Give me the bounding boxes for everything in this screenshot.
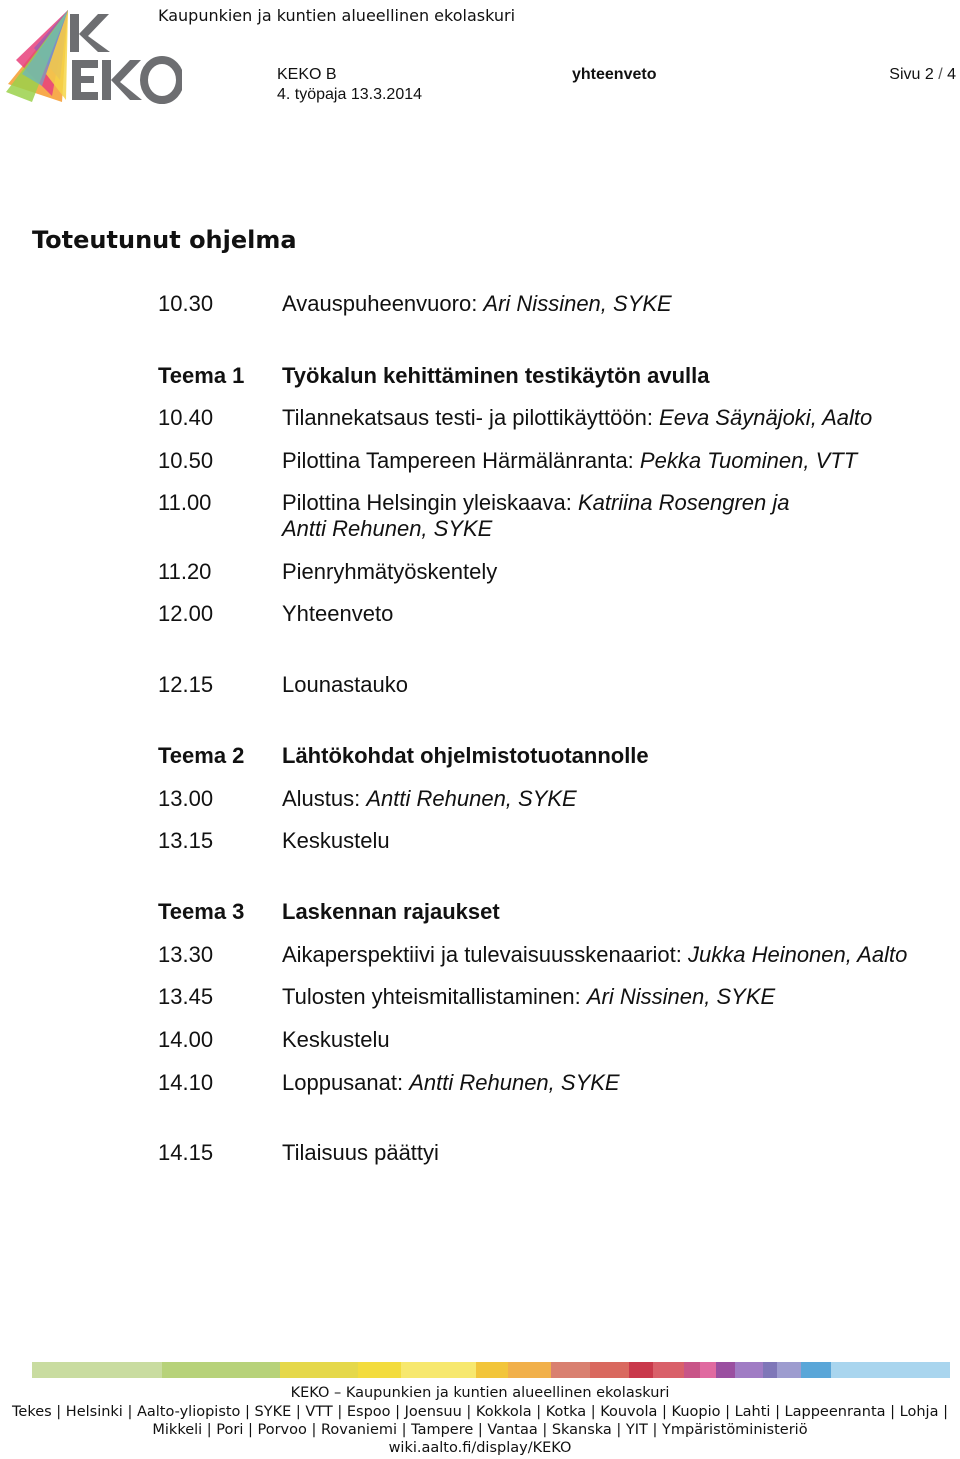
page-total: 4	[947, 66, 956, 83]
program-time: 13.00	[158, 786, 214, 811]
page-label: Sivu 2	[889, 66, 934, 83]
color-bar-segment	[629, 1362, 653, 1378]
footer-wiki-link[interactable]: wiki.aalto.fi/display/KEKO	[388, 1440, 572, 1456]
color-bar-segment	[590, 1362, 629, 1378]
program-time: 11.00	[158, 490, 212, 515]
program-time: 14.10	[158, 1070, 214, 1095]
color-bar-segment	[508, 1362, 551, 1378]
footer-partners-line-2: Mikkeli | Pori | Porvoo | Rovaniemi | Tampere | Vantaa | Skanska | YIT | Ympäristöministeriö	[152, 1422, 808, 1438]
color-bar-segment	[801, 1362, 831, 1378]
theme-label: Teema 1	[158, 363, 245, 388]
color-bar-segment	[653, 1362, 684, 1378]
page-title: Toteutunut ohjelma	[32, 226, 297, 254]
page-separator: /	[938, 66, 943, 83]
program-time: 13.45	[158, 984, 214, 1009]
logo-letters	[70, 14, 180, 100]
footer-project-name: KEKO – Kaupunkien ja kuntien alueellinen ekolaskuri	[290, 1385, 670, 1401]
footer-color-bar	[32, 1362, 950, 1378]
program-item: Pilottina Helsingin yleiskaava: Katriina Rosengren ja Antti Rehunen, SYKE	[282, 490, 790, 541]
theme-title: Laskennan rajaukset	[282, 899, 500, 924]
program-time: 11.20	[158, 559, 212, 584]
color-bar-segment	[358, 1362, 401, 1378]
footer-partners-line-1: Tekes | Helsinki | Aalto-yliopisto | SYKE | VTT | Espoo | Joensuu | Kokkola | Kotka | Kouvola | Kuopio | Lahti | Lappeenranta | Lohja |	[12, 1404, 948, 1420]
program-item: Lounastauko	[282, 672, 408, 697]
color-bar-segment	[735, 1362, 763, 1378]
program-item: Avauspuheenvuoro: Ari Nissinen, SYKE	[282, 291, 672, 316]
program-item: Alustus: Antti Rehunen, SYKE	[282, 786, 577, 811]
theme-title: Työkalun kehittäminen testikäytön avulla	[282, 363, 710, 388]
program-item: Tilannekatsaus testi- ja pilottikäyttöön: Eeva Säynäjoki, Aalto	[282, 405, 873, 430]
page-number	[889, 66, 956, 84]
color-bar-segment	[716, 1362, 736, 1378]
theme-label: Teema 3	[158, 899, 245, 924]
logo-mark-icon	[6, 10, 68, 102]
color-bar-segment	[831, 1362, 950, 1378]
program-time: 13.30	[158, 942, 214, 967]
theme-title: Lähtökohdat ohjelmistotuotannolle	[282, 743, 649, 768]
project-name: KEKO B	[277, 66, 337, 83]
program-time: 14.15	[158, 1140, 214, 1165]
color-bar-segment	[777, 1362, 801, 1378]
program-item: Pienryhmätyöskentely	[282, 559, 498, 584]
program-item: Tilaisuus päättyi	[282, 1140, 439, 1165]
program-item: Keskustelu	[282, 1027, 390, 1052]
program-time: 10.50	[158, 448, 214, 473]
keko-logo	[2, 4, 182, 104]
program-time: 12.00	[158, 601, 214, 626]
color-bar-segment	[551, 1362, 590, 1378]
program-item: Tulosten yhteismitallistaminen: Ari Nissinen, SYKE	[282, 984, 776, 1009]
workshop-date: 4. työpaja 13.3.2014	[277, 86, 423, 103]
program-time: 10.30	[158, 291, 214, 316]
program-time: 10.40	[158, 405, 214, 430]
color-bar-segment	[32, 1362, 162, 1378]
program-time: 14.00	[158, 1027, 214, 1052]
color-bar-segment	[280, 1362, 359, 1378]
document-type: yhteenveto	[572, 66, 657, 83]
program-item: Keskustelu	[282, 828, 390, 853]
color-bar-segment	[401, 1362, 476, 1378]
color-bar-segment	[700, 1362, 716, 1378]
program-time: 13.15	[158, 828, 214, 853]
color-bar-segment	[684, 1362, 700, 1378]
color-bar-segment	[162, 1362, 280, 1378]
program-item: Aikaperspektiivi ja tulevaisuusskenaariot: Jukka Heinonen, Aalto	[282, 942, 908, 967]
program-item: Yhteenveto	[282, 601, 394, 626]
theme-label: Teema 2	[158, 743, 245, 768]
color-bar-segment	[763, 1362, 777, 1378]
organization-name: Kaupunkien ja kuntien alueellinen ekolaskuri	[158, 6, 516, 25]
color-bar-segment	[476, 1362, 507, 1378]
program-item: Loppusanat: Antti Rehunen, SYKE	[282, 1070, 620, 1095]
program-time: 12.15	[158, 672, 214, 697]
program-item: Pilottina Tampereen Härmälänranta: Pekka Tuominen, VTT	[282, 448, 858, 473]
